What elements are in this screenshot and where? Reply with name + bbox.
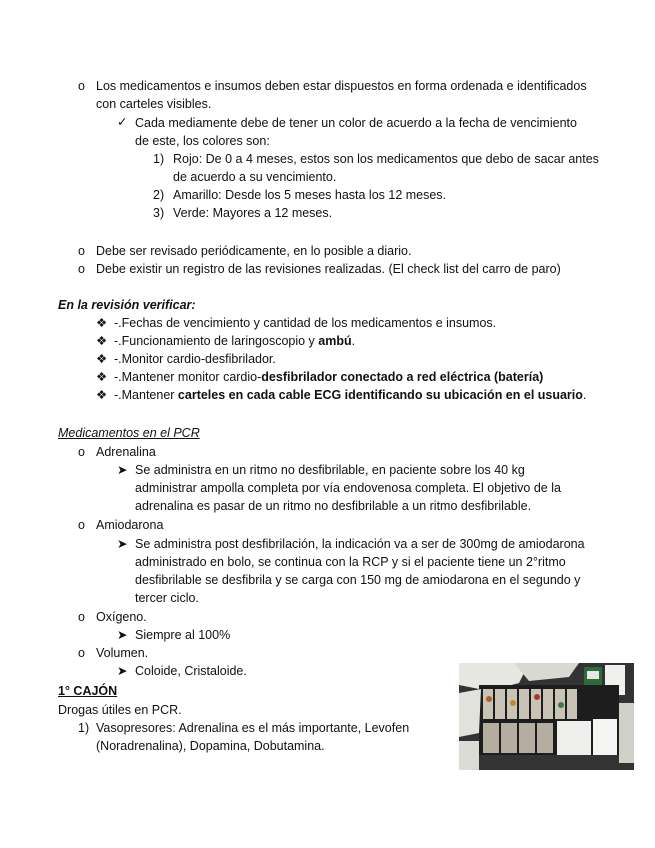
review-item-5-text: -.Mantener	[114, 388, 178, 402]
arrow-bullet-icon: ➤	[117, 628, 128, 642]
color-num-1: 1)	[153, 152, 165, 166]
cajon-item-num: 1)	[78, 721, 90, 735]
review-item-2-post: .	[351, 334, 356, 348]
review-item-5-bold: carteles en cada cable ECG identificando su ubicación en el usuario	[177, 388, 583, 402]
check-colors-line1: Cada mediamente debe de tener un color de acuerdo a la fecha de vencimiento	[135, 116, 577, 130]
circle-bullet-icon: o	[78, 79, 85, 93]
review-item-5	[114, 386, 586, 404]
amiodarona-line1: Se administra post desfibrilación, la indicación va a ser de 300mg de amiodarona	[135, 537, 585, 551]
arrow-bullet-icon: ➤	[117, 664, 128, 678]
review-item-1-text: -.Fechas de vencimiento y cantidad de los medicamentos e insumos.	[114, 316, 497, 330]
diamond-bullet-icon: ❖	[96, 388, 108, 402]
circle-bullet-icon: o	[78, 646, 85, 660]
arrow-bullet-icon: ➤	[117, 463, 128, 477]
color-red-line2: de acuerdo a su vencimiento.	[173, 170, 337, 184]
color-green: Verde: Mayores a 12 meses.	[173, 206, 333, 220]
circle-bullet-icon: o	[78, 518, 85, 532]
med-adrenalina: Adrenalina	[96, 445, 156, 459]
diamond-bullet-icon: ❖	[96, 334, 108, 348]
color-red-line1: Rojo: De 0 a 4 meses, estos son los medicamentos que debo de sacar antes	[173, 152, 599, 166]
circle-bullet-icon: o	[78, 610, 85, 624]
drug-drawer-photo	[459, 663, 634, 770]
review-item-3	[114, 350, 276, 368]
review-item-4-bold: desfibrilador conectado a red eléctrica (batería)	[261, 370, 544, 384]
item-storage-line1: Los medicamentos e insumos deben estar dispuestos en forma ordenada e identificados	[96, 79, 587, 93]
amiodarona-line3: desfibrilable se desfibrila y se carga con 150 mg de amiodarona en el segundo y	[135, 573, 581, 587]
item-review-daily: Debe ser revisado periódicamente, en lo posible a diario.	[96, 244, 412, 258]
color-num-2: 2)	[153, 188, 165, 202]
adrenalina-line3: adrenalina es pasar de un ritmo no desfibrilable a un ritmo desfibrilable.	[135, 499, 532, 513]
oxigeno-detail: Siempre al 100%	[135, 628, 231, 642]
cajon-item-line2: (Noradrenalina), Dopamina, Dobutamina.	[96, 739, 325, 753]
color-num-3: 3)	[153, 206, 165, 220]
cajon-sub: Drogas útiles en PCR.	[58, 703, 182, 717]
med-oxigeno: Oxígeno.	[96, 610, 147, 624]
check-colors-line2: de este, los colores son:	[135, 134, 270, 148]
review-item-1	[114, 314, 496, 332]
volumen-detail: Coloide, Cristaloide.	[135, 664, 247, 678]
review-item-2-text: -.Funcionamiento de laringoscopio y	[114, 334, 319, 348]
adrenalina-line1: Se administra en un ritmo no desfibrilable, en paciente sobre los 40 kg	[135, 463, 525, 477]
arrow-bullet-icon: ➤	[117, 537, 128, 551]
circle-bullet-icon: o	[78, 244, 85, 258]
diamond-bullet-icon: ❖	[96, 352, 108, 366]
review-item-4-text: -.Mantener monitor cardio-	[114, 370, 262, 384]
circle-bullet-icon: o	[78, 445, 85, 459]
adrenalina-line2: administrar ampolla completa por vía endovenosa completa. El objetivo de la	[135, 481, 561, 495]
color-yellow: Amarillo: Desde los 5 meses hasta los 12 meses.	[173, 188, 447, 202]
item-review-log: Debe existir un registro de las revisiones realizadas. (El check list del carro de paro)	[96, 262, 561, 276]
diamond-bullet-icon: ❖	[96, 316, 108, 330]
amiodarona-line2: administrado en bolo, se continua con la RCP y si el paciente tiene un 2°ritmo	[135, 555, 566, 569]
med-volumen: Volumen.	[96, 646, 149, 660]
amiodarona-line4: tercer ciclo.	[135, 591, 199, 605]
meds-heading: Medicamentos en el PCR	[58, 426, 200, 440]
review-item-2-bold: ambú	[318, 334, 352, 348]
item-storage-line2: con carteles visibles.	[96, 97, 212, 111]
review-item-3-text: -.Monitor cardio-desfibrilador.	[114, 352, 276, 366]
med-amiodarona: Amiodarona	[96, 518, 164, 532]
review-item-2	[114, 332, 355, 350]
diamond-bullet-icon: ❖	[96, 370, 108, 384]
checkmark-icon: ✓	[117, 115, 128, 129]
circle-bullet-icon: o	[78, 262, 85, 276]
cajon-item-line1: Vasopresores: Adrenalina es el más importante, Levofen	[96, 721, 410, 735]
review-item-4	[114, 368, 543, 386]
review-heading: En la revisión verificar:	[58, 298, 196, 312]
review-item-5-post: .	[582, 388, 587, 402]
cajon-heading: 1° CAJÓN	[58, 684, 118, 698]
